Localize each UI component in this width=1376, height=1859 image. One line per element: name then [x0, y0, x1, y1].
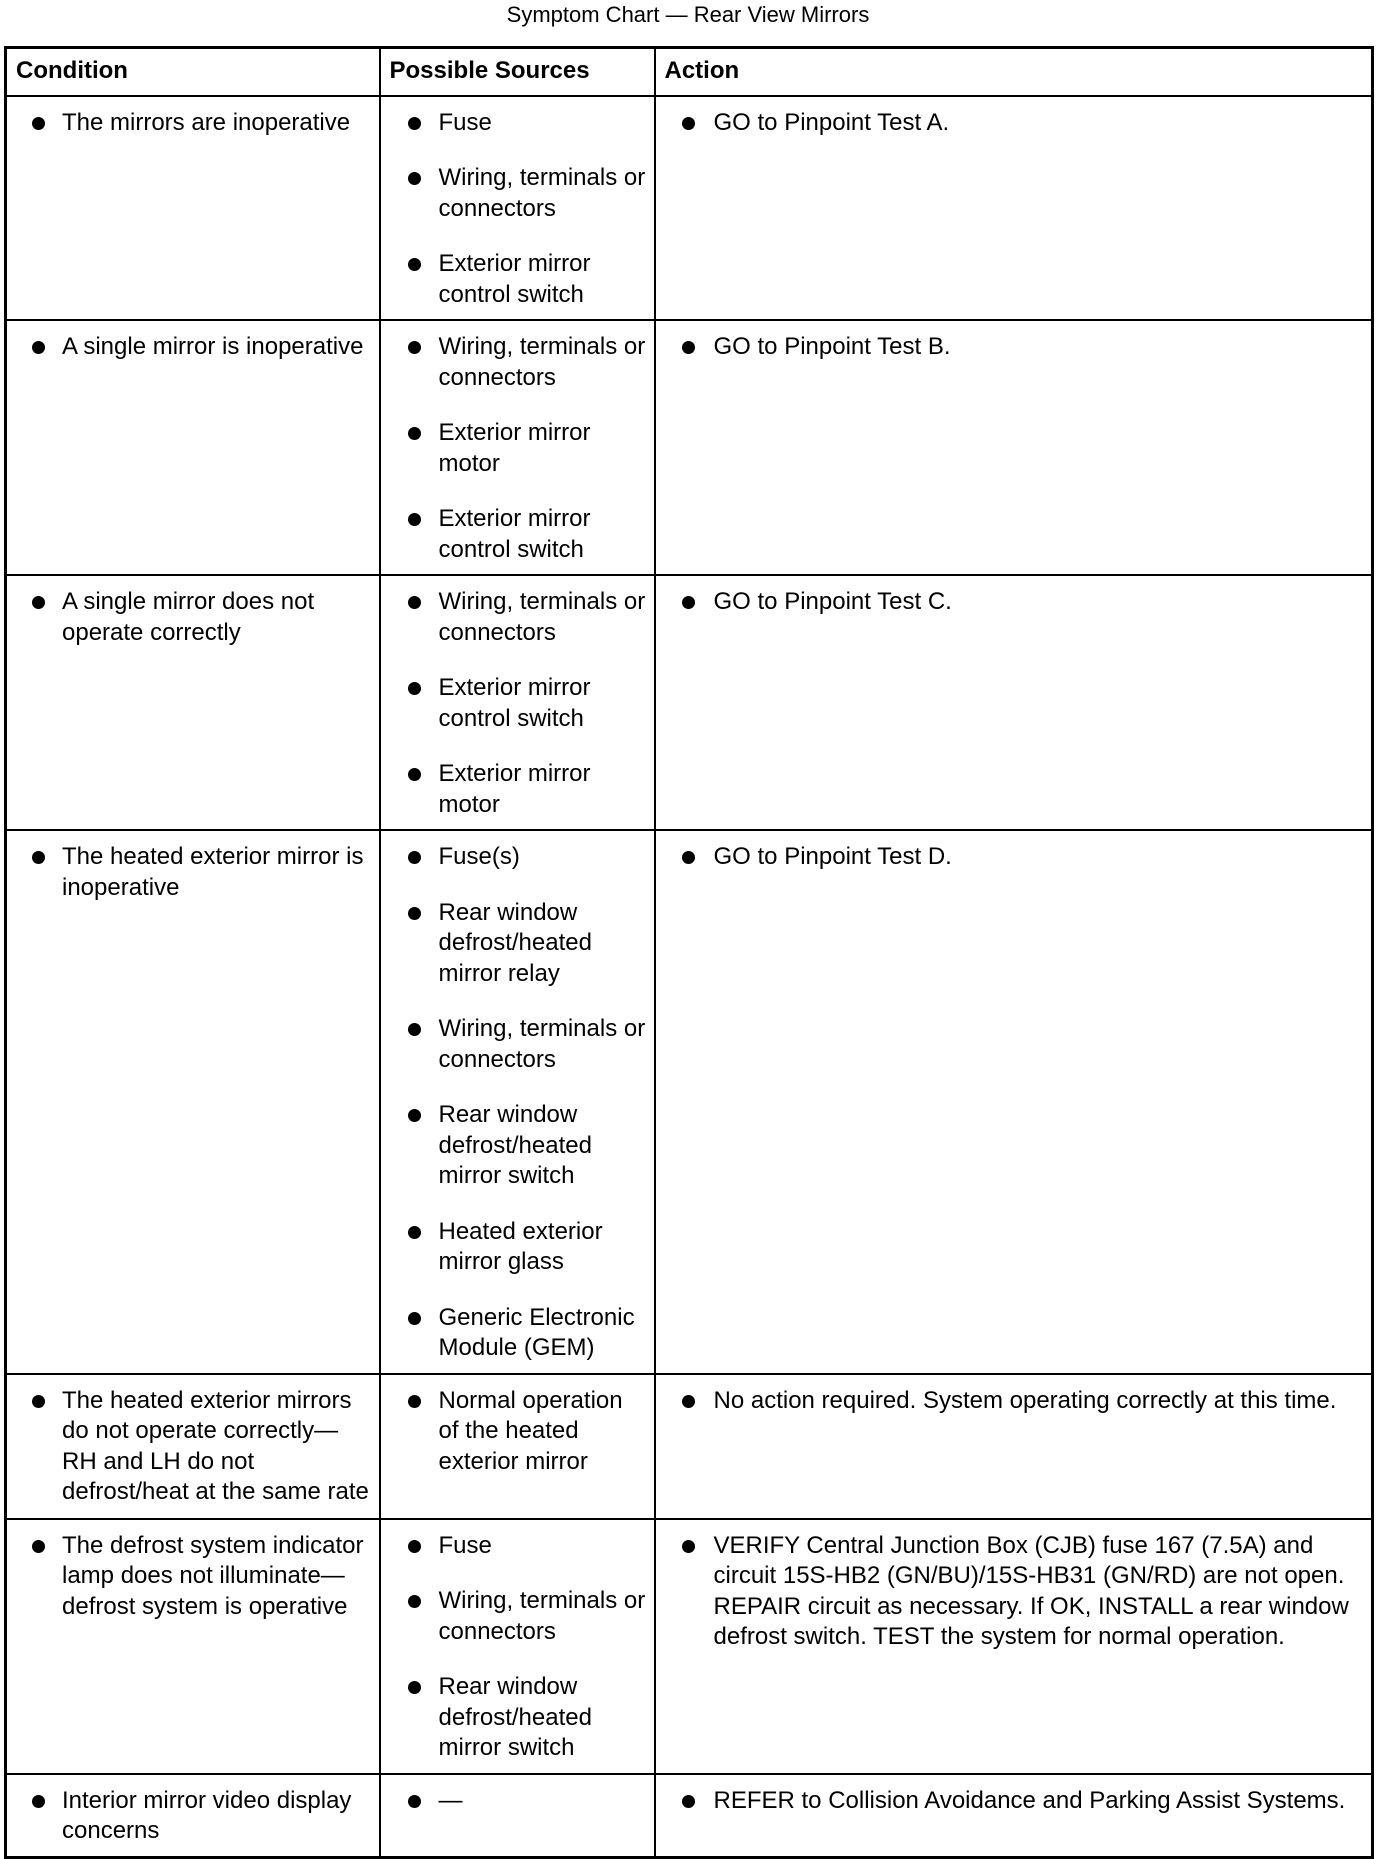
bullet-icon	[408, 341, 421, 354]
list-item	[7, 842, 371, 903]
bullet-icon	[408, 851, 421, 864]
list-item-text: Generic Electronic Module (GEM)	[438, 1303, 635, 1361]
table-row	[6, 830, 1373, 1374]
bullet-list	[656, 1531, 1364, 1653]
list-item	[381, 108, 646, 139]
list-item-text: Wiring, terminals or connectors	[438, 333, 646, 391]
list-item-text: Wiring, terminals or connectors	[438, 164, 646, 222]
list-item-text: Fuse(s)	[438, 843, 520, 870]
action-cell	[655, 1774, 1373, 1858]
table-row	[6, 1374, 1373, 1519]
list-item	[656, 842, 1364, 873]
condition-cell	[6, 320, 380, 575]
list-item-text: Wiring, terminals or connectors	[438, 588, 646, 646]
table-header-row	[6, 48, 1373, 96]
bullet-list	[7, 1531, 371, 1623]
bullet-list	[7, 1786, 371, 1847]
list-item-text: The heated exterior mirror is inoperative	[62, 843, 364, 901]
list-item	[381, 1014, 646, 1075]
table-row	[6, 1774, 1373, 1858]
possible-sources-cell	[380, 575, 655, 830]
list-item	[381, 1586, 646, 1647]
list-item	[381, 249, 646, 310]
possible-sources-cell	[380, 1374, 655, 1519]
action-cell	[655, 1374, 1373, 1519]
bullet-list	[381, 332, 646, 565]
list-item	[381, 1303, 646, 1364]
bullet-icon	[408, 1312, 421, 1325]
bullet-icon	[682, 117, 695, 130]
bullet-list	[7, 842, 371, 903]
bullet-list	[656, 108, 1364, 139]
bullet-list	[7, 587, 371, 648]
action-cell	[655, 830, 1373, 1374]
list-item	[656, 1386, 1364, 1417]
header-possible-sources: Possible Sources	[380, 48, 655, 96]
bullet-icon	[32, 1795, 45, 1808]
bullet-icon	[408, 1109, 421, 1122]
bullet-list	[381, 1531, 646, 1764]
page-title: Symptom Chart — Rear View Mirrors	[506, 2, 870, 27]
list-item	[381, 1217, 646, 1278]
list-item-text: Heated exterior mirror glass	[438, 1217, 603, 1275]
bullet-icon	[32, 596, 45, 609]
list-item	[381, 898, 646, 990]
list-item-text: Rear window defrost/heated mirror relay	[438, 898, 592, 987]
bullet-icon	[682, 1540, 695, 1553]
list-item	[7, 1386, 371, 1508]
list-item-text: Rear window defrost/heated mirror switch	[438, 1101, 592, 1189]
action-cell	[655, 320, 1373, 575]
action-cell	[655, 575, 1373, 830]
bullet-icon	[408, 907, 421, 920]
table-row	[6, 96, 1373, 321]
list-item	[7, 587, 371, 648]
table-row	[6, 575, 1373, 830]
condition-cell	[6, 1374, 380, 1519]
list-item-text: GO to Pinpoint Test C.	[713, 588, 952, 615]
list-item	[381, 1672, 646, 1764]
table-body	[6, 96, 1373, 1858]
bullet-icon	[32, 117, 45, 130]
bullet-icon	[682, 1395, 695, 1408]
list-item-text: —	[438, 1786, 463, 1814]
possible-sources-cell	[380, 96, 655, 321]
header-condition: Condition	[6, 48, 380, 96]
bullet-list	[656, 842, 1364, 873]
condition-cell	[6, 575, 380, 830]
bullet-icon	[408, 258, 421, 271]
list-item	[381, 587, 646, 648]
bullet-icon	[408, 1681, 421, 1694]
list-item-text: Wiring, terminals or connectors	[438, 1015, 646, 1073]
list-item-text: Exterior mirror motor	[438, 760, 591, 818]
list-item	[381, 842, 646, 873]
bullet-list	[381, 1386, 646, 1478]
table-row	[6, 320, 1373, 575]
bullet-list	[656, 332, 1364, 363]
bullet-icon	[408, 1226, 421, 1239]
list-item-text: Exterior mirror motor	[438, 419, 591, 477]
bullet-icon	[32, 1540, 45, 1553]
list-item-text: Interior mirror video display concerns	[62, 1786, 352, 1844]
list-item	[381, 1100, 646, 1192]
bullet-list	[656, 1386, 1364, 1417]
list-item-text: GO to Pinpoint Test D.	[713, 843, 952, 870]
bullet-icon	[682, 1795, 695, 1808]
table-row	[6, 1519, 1373, 1774]
possible-sources-cell	[380, 830, 655, 1374]
list-item-text: GO to Pinpoint Test A.	[713, 108, 950, 136]
bullet-icon	[682, 851, 695, 864]
bullet-icon	[682, 341, 695, 354]
list-item	[381, 163, 646, 224]
list-item	[381, 1531, 646, 1562]
bullet-icon	[32, 1395, 45, 1408]
list-item	[381, 504, 646, 565]
condition-cell	[6, 1519, 380, 1774]
possible-sources-cell	[380, 320, 655, 575]
bullet-list	[381, 1786, 646, 1817]
bullet-icon	[408, 596, 421, 609]
bullet-list	[381, 587, 646, 820]
list-item-text: The mirrors are inoperative	[62, 108, 351, 136]
bullet-icon	[408, 768, 421, 781]
list-item-text: Rear window defrost/heated mirror switch	[438, 1673, 592, 1761]
bullet-icon	[408, 117, 421, 130]
list-item	[381, 332, 646, 393]
bullet-icon	[408, 172, 421, 185]
condition-cell	[6, 96, 380, 321]
bullet-icon	[32, 851, 45, 864]
bullet-icon	[408, 1395, 421, 1408]
list-item	[381, 1386, 646, 1478]
list-item	[656, 108, 1364, 139]
list-item-text: The heated exterior mirrors do not operate correctly— RH and LH do not defrost/heat at the same rate	[62, 1386, 369, 1505]
list-item-text: REFER to Collision Avoidance and Parking Assist Systems.	[713, 1786, 1346, 1814]
bullet-icon	[408, 1023, 421, 1036]
list-item-text: Wiring, terminals or connectors	[438, 1587, 646, 1645]
list-item-text: A single mirror does not operate correctly	[62, 588, 315, 646]
action-cell	[655, 96, 1373, 321]
list-item-text: Fuse	[438, 108, 492, 136]
bullet-icon	[408, 1595, 421, 1608]
list-item-text: Fuse	[438, 1531, 492, 1559]
bullet-list	[7, 108, 371, 139]
list-item-text: Exterior mirror control switch	[438, 250, 591, 308]
bullet-icon	[408, 1540, 421, 1553]
list-item	[381, 418, 646, 479]
list-item	[656, 1531, 1364, 1653]
possible-sources-cell	[380, 1774, 655, 1858]
condition-cell	[6, 830, 380, 1374]
possible-sources-cell	[380, 1519, 655, 1774]
bullet-list	[656, 587, 1364, 618]
bullet-list	[381, 108, 646, 311]
bullet-icon	[32, 341, 45, 354]
list-item	[7, 1531, 371, 1623]
bullet-icon	[408, 1795, 421, 1808]
list-item-text: Exterior mirror control switch	[438, 674, 591, 732]
list-item	[381, 673, 646, 734]
bullet-icon	[408, 427, 421, 440]
bullet-icon	[408, 682, 421, 695]
list-item-text: Normal operation of the heated exterior mirror	[438, 1386, 623, 1475]
condition-cell	[6, 1774, 380, 1858]
list-item	[7, 332, 371, 363]
list-item	[656, 332, 1364, 363]
list-item-text: The defrost system indicator lamp does not illuminate— defrost system is operative	[62, 1531, 364, 1620]
list-item	[7, 108, 371, 139]
symptom-chart-table	[4, 46, 1374, 1859]
list-item	[381, 1786, 646, 1817]
list-item-text: GO to Pinpoint Test B.	[713, 333, 951, 360]
list-item-text: No action required. System operating correctly at this time.	[713, 1386, 1337, 1414]
bullet-list	[381, 842, 646, 1364]
bullet-icon	[682, 596, 695, 609]
bullet-list	[656, 1786, 1364, 1817]
list-item-text: VERIFY Central Junction Box (CJB) fuse 167 (7.5A) and circuit 15S-HB2 (GN/BU)/15S-HB31 (GN/RD) are not open. REPAIR circuit as necessary. If OK, INSTALL a rear window defrost switch. TEST the system for normal operation.	[713, 1531, 1349, 1650]
action-cell	[655, 1519, 1373, 1774]
list-item	[656, 587, 1364, 618]
bullet-icon	[408, 513, 421, 526]
list-item	[656, 1786, 1364, 1817]
list-item-text: A single mirror is inoperative	[62, 333, 364, 360]
header-action: Action	[655, 48, 1373, 96]
bullet-list	[7, 332, 371, 363]
list-item-text: Exterior mirror control switch	[438, 505, 591, 563]
bullet-list	[7, 1386, 371, 1508]
list-item	[381, 759, 646, 820]
list-item	[7, 1786, 371, 1847]
